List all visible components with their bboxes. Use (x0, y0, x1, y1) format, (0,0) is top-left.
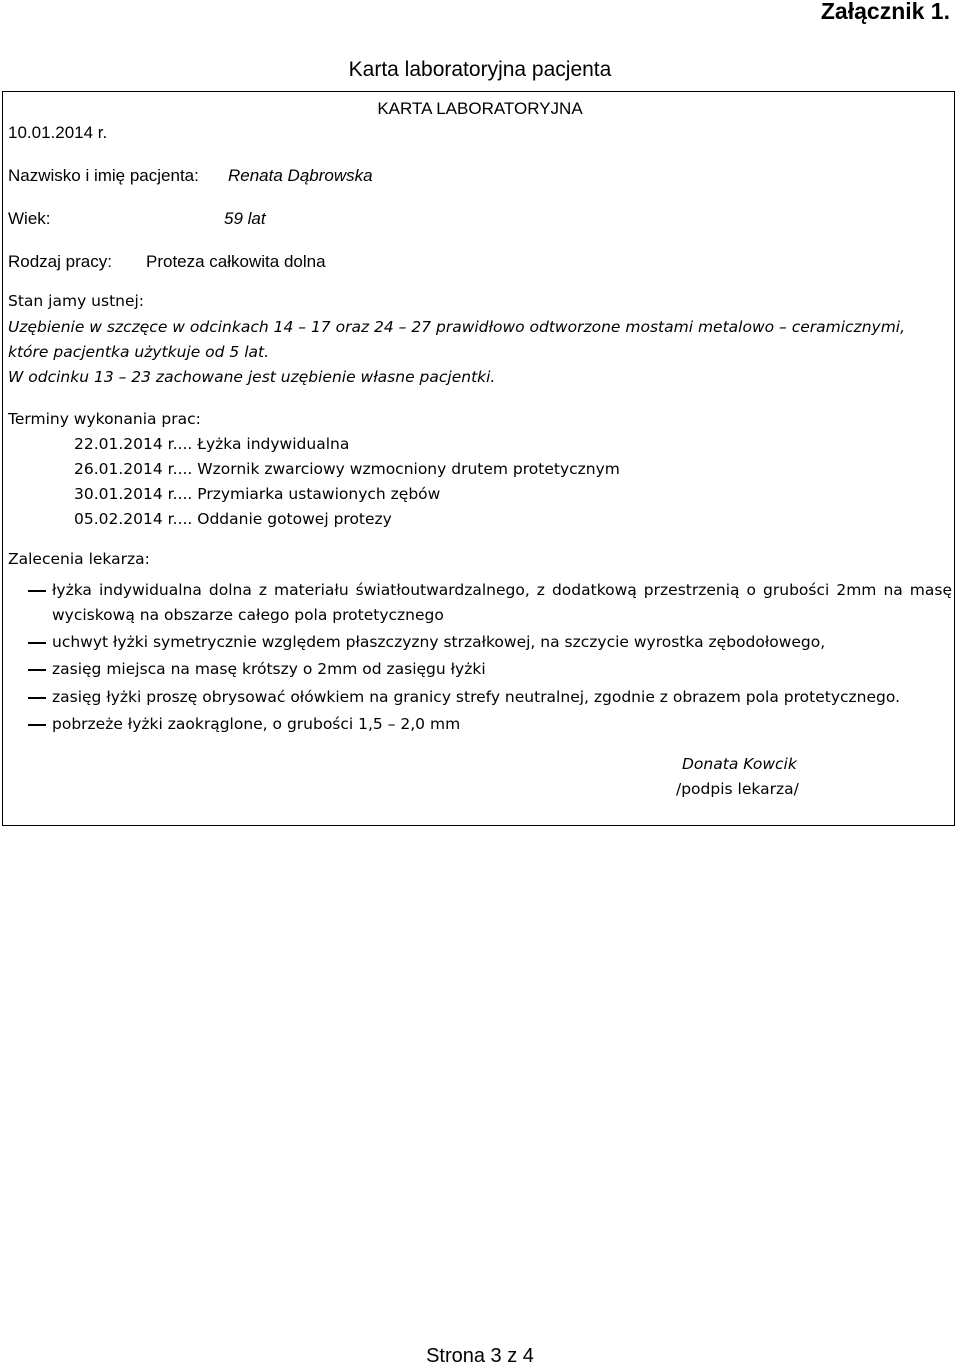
recommendation-text: uchwyt łyżki symetrycznie względem płaszczyzny strzałkowej, na szczycie wyrostka zębodołowego, (52, 633, 826, 651)
deadline-row (74, 435, 349, 453)
card-title: KARTA LABORATORYJNA (377, 99, 583, 118)
deadline-date: 22.01.2014 r. (74, 435, 178, 453)
dash-bullet (28, 669, 46, 671)
page-title: Karta laboratoryjna pacjenta (348, 58, 612, 81)
patient-label: Nazwisko i imię pacjenta: (8, 166, 199, 185)
work-type-value: Proteza całkowita dolna (146, 252, 326, 271)
deadline-task: Oddanie gotowej protezy (192, 510, 392, 528)
deadline-task: Łyżka indywidualna (192, 435, 350, 453)
recommendation-text: pobrzeże łyżki zaokrąglone, o grubości 1,5 – 2,0 mm (52, 715, 461, 733)
deadlines-label: Terminy wykonania prac: (8, 410, 201, 428)
recommendation-item (0, 685, 952, 709)
deadline-row (74, 460, 620, 478)
recommendation-item (0, 630, 952, 654)
dash-bullet (28, 642, 46, 644)
oral-state-line: W odcinku 13 – 23 zachowane jest uzębienie własne pacjentki. (8, 368, 496, 386)
deadline-date: 05.02.2014 r. (74, 510, 178, 528)
card-date: 10.01.2014 r. (8, 123, 108, 142)
patient-name: Renata Dąbrowska (228, 166, 373, 185)
dash-bullet (28, 590, 46, 592)
deadline-dots: ... (177, 485, 193, 503)
recommendation-item (0, 578, 952, 628)
deadline-row (74, 485, 440, 503)
deadline-dots: ... (177, 460, 193, 478)
oral-state-label: Stan jamy ustnej: (8, 292, 145, 310)
attachment-label: Załącznik 1. (820, 0, 950, 24)
recommendations-label: Zalecenia lekarza: (8, 550, 150, 568)
recommendation-text: zasięg łyżki proszę obrysować ołówkiem na granicy strefy neutralnej, zgodnie z obrazem pola protetycznego. (52, 688, 900, 706)
deadline-date: 30.01.2014 r. (74, 485, 178, 503)
deadline-date: 26.01.2014 r. (74, 460, 178, 478)
recommendation-item (0, 657, 952, 681)
age-label: Wiek: (8, 209, 51, 228)
work-type-label: Rodzaj pracy: (8, 252, 112, 271)
doctor-signature-label: /podpis lekarza/ (676, 780, 799, 798)
page-number: Strona 3 z 4 (426, 1345, 534, 1367)
recommendation-text: zasięg miejsca na masę krótszy o 2mm od zasięgu łyżki (52, 660, 486, 678)
oral-state-line: które pacjentka użytkuje od 5 lat. (8, 343, 270, 361)
deadline-task: Wzornik zwarciowy wzmocniony drutem protetycznym (192, 460, 620, 478)
deadline-dots: ... (177, 510, 193, 528)
recommendation-item (0, 712, 952, 736)
deadline-dots: ... (177, 435, 193, 453)
age-value: 59 lat (224, 209, 266, 228)
doctor-name: Donata Kowcik (682, 755, 797, 773)
deadline-task: Przymiarka ustawionych zębów (192, 485, 441, 503)
oral-state-line: Uzębienie w szczęce w odcinkach 14 – 17 oraz 24 – 27 prawidłowo odtworzone mostami metalowo – ceramicznymi, (8, 318, 906, 336)
dash-bullet (28, 697, 46, 699)
deadline-row (74, 510, 392, 528)
recommendation-text: łyżka indywidualna dolna z materiału światłoutwardzalnego, z dodatkową przestrzenią o grubości 2mm na masę wyciskową na obszarze całego pola protetycznego (52, 581, 952, 624)
dash-bullet (28, 724, 46, 726)
